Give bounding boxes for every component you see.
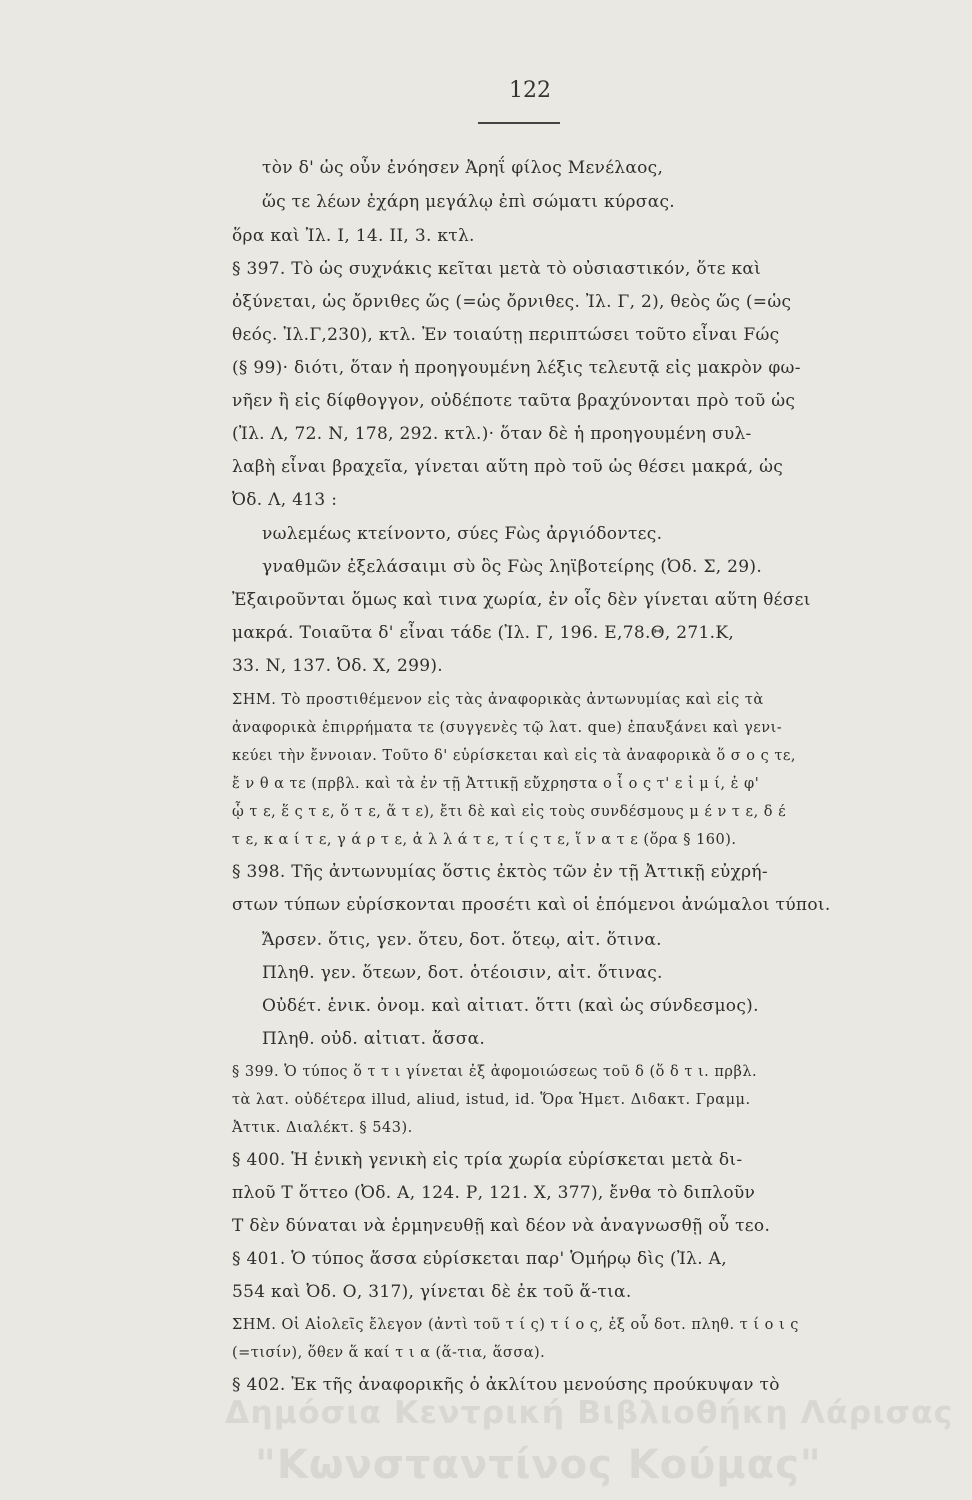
note-line: (=τισίν), ὅθεν ἅ καί τ ι α (ἅ-τια, ἅσσα). xyxy=(232,1345,546,1361)
note-line: ΣΗΜ. Οἱ Αἰολεῖς ἔλεγον (ἀντὶ τοῦ τ ί ς) τ ί ο ς, ἐξ οὗ δοτ. πληθ. τ ί ο ι ς xyxy=(232,1317,799,1333)
text-line: § 397. Τὸ ὡς συχνάκις κεῖται μετὰ τὸ οὐσιαστικόν, ὅτε καὶ xyxy=(232,259,762,279)
text-line: § 398. Τῆς ἀντωνυμίας ὅστις ἐκτὸς τῶν ἐν τῇ Ἀττικῇ εὐχρή- xyxy=(232,862,768,882)
text-line: (§ 99)· διότι, ὅταν ἡ προηγουμένη λέξις τελευτᾷ εἰς μακρὸν φω- xyxy=(232,358,801,378)
text-line: Πληθ. γεν. ὅτεων, δοτ. ὁτέοισιν, αἰτ. ὅτινας. xyxy=(262,963,663,983)
note-line: ἔ ν θ α τε (πρβλ. καὶ τὰ ἐν τῇ Ἀττικῇ εὔχρηστα ο ἷ ο ς τ' ε ἰ μ ί, ἐ φ' xyxy=(232,776,760,792)
text-line: ὀξύνεται, ὡς ὄρνιθες ὥς (=ὡς ὄρνιθες. Ἰλ. Γ, 2), θεὸς ὥς (=ὡς xyxy=(232,292,792,312)
text-line: Ἐξαιροῦνται ὅμως καὶ τινα χωρία, ἐν οἷς δὲν γίνεται αὕτη θέσει xyxy=(232,590,811,610)
note-line: κεύει τὴν ἔννοιαν. Τοῦτο δ' εὑρίσκεται καὶ εἰς τὰ ἀναφορικὰ ὅ σ ο ς τε, xyxy=(232,748,797,764)
text-line: τὸν δ' ὡς οὖν ἐνόησεν Ἀρηΐ φίλος Μενέλαος, xyxy=(262,158,664,178)
text-line: Ἄρσεν. ὅτις, γεν. ὅτευ, δοτ. ὅτεῳ, αἰτ. ὅτινα. xyxy=(262,930,662,950)
verse-line: γναθμῶν ἐξελάσαιμι σὺ ὃς Fὼς ληϊβοτείρης (Ὀδ. Σ, 29). xyxy=(262,557,763,577)
note-line: ἀναφορικὰ ἐπιρρήματα τε (συγγενὲς τῷ λατ. que) ἐπαυξάνει καὶ γενι- xyxy=(232,720,783,736)
note-line: τ ε, κ α ί τ ε, γ ά ρ τ ε, ἀ λ λ ά τ ε, τ ί ς τ ε, ἵ ν α τ ε (ὅρα § 160). xyxy=(232,832,737,848)
library-watermark-line-1: Δημόσια Κεντρική Βιβλιοθήκη Λάρισας xyxy=(225,1395,954,1431)
note-line: ᾧ τ ε, ἕ ς τ ε, ὅ τ ε, ἅ τ ε), ἔτι δὲ καὶ εἰς τοὺς συνδέσμους μ έ ν τ ε, δ έ xyxy=(232,804,787,820)
text-line: 33. Ν, 137. Ὀδ. Χ, 299). xyxy=(232,656,443,676)
text-line: πλοῦ Τ ὅττεο (Ὀδ. Α, 124. Ρ, 121. Χ, 377), ἔνθα τὸ διπλοῦν xyxy=(232,1183,756,1203)
text-line: ὅρα καὶ Ἰλ. Ι, 14. ΙΙ, 3. κτλ. xyxy=(232,226,475,246)
note-line: τὰ λατ. οὐδέτερα illud, aliud, istud, id. Ὅρα Ἡμετ. Διδακτ. Γραμμ. xyxy=(232,1092,751,1108)
text-line: μακρά. Τοιαῦτα δ' εἶναι τάδε (Ἰλ. Γ, 196. Ε,78.Θ, 271.Κ, xyxy=(232,623,735,643)
header-rule xyxy=(478,122,560,124)
text-line: ὥς τε λέων ἐχάρη μεγάλῳ ἐπὶ σώματι κύρσας. xyxy=(262,192,676,212)
text-line: § 401. Ὁ τύπος ἅσσα εὑρίσκεται παρ' Ὁμήρῳ δὶς (Ἰλ. Α, xyxy=(232,1249,727,1269)
text-line: στων τύπων εὑρίσκονται προσέτι καὶ οἱ ἑπόμενοι ἀνώμαλοι τύποι. xyxy=(232,895,831,915)
note-line: Ἀττικ. Διαλέκτ. § 543). xyxy=(232,1120,413,1136)
text-line: λαβὴ εἶναι βραχεῖα, γίνεται αὕτη πρὸ τοῦ ὡς θέσει μακρά, ὡς xyxy=(232,457,784,477)
text-line: § 402. Ἐκ τῆς ἀναφορικῆς ὁ ἀκλίτου μενούσης προύκυψαν τὸ xyxy=(232,1375,780,1395)
verse-line: νωλεμέως κτείνοντο, σύες Fὼς ἀργιόδοντες. xyxy=(262,524,663,544)
library-watermark-line-2: "Κωνσταντίνος Κούμας" xyxy=(255,1442,822,1488)
text-line: Οὐδέτ. ἑνικ. ὀνομ. καὶ αἰτιατ. ὅττι (καὶ ὡς σύνδεσμος). xyxy=(262,996,759,1016)
note-line: ΣΗΜ. Τὸ προστιθέμενον εἰς τὰς ἀναφορικὰς ἀντωνυμίας καὶ εἰς τὰ xyxy=(232,692,764,708)
text-line: (Ἰλ. Λ, 72. Ν, 178, 292. κτλ.)· ὅταν δὲ ἡ προηγουμένη συλ- xyxy=(232,424,752,444)
text-line: Πληθ. οὐδ. αἰτιατ. ἅσσα. xyxy=(262,1029,486,1049)
text-line: θεός. Ἰλ.Γ,230), κτλ. Ἐν τοιαύτῃ περιπτώσει τοῦτο εἶναι Fώς xyxy=(232,325,780,345)
text-line: Ὀδ. Λ, 413 : xyxy=(232,490,338,510)
page-number: 122 xyxy=(509,78,551,103)
text-line: § 400. Ἡ ἑνικὴ γενικὴ εἰς τρία χωρία εὑρίσκεται μετὰ δι- xyxy=(232,1150,743,1170)
text-line: Τ δὲν δύναται νὰ ἑρμηνευθῇ καὶ δέον νὰ ἀναγνωσθῇ οὗ τεο. xyxy=(232,1216,771,1236)
note-line: § 399. Ὁ τύπος ὅ τ τ ι γίνεται ἐξ ἀφομοιώσεως τοῦ δ (ὅ δ τ ι. πρβλ. xyxy=(232,1064,758,1080)
text-line: 554 καὶ Ὀδ. Ο, 317), γίνεται δὲ ἐκ τοῦ ἅ-τια. xyxy=(232,1282,632,1302)
text-line: νῆεν ἢ εἰς δίφθογγον, οὐδέποτε ταῦτα βραχύνονται πρὸ τοῦ ὡς xyxy=(232,391,796,411)
